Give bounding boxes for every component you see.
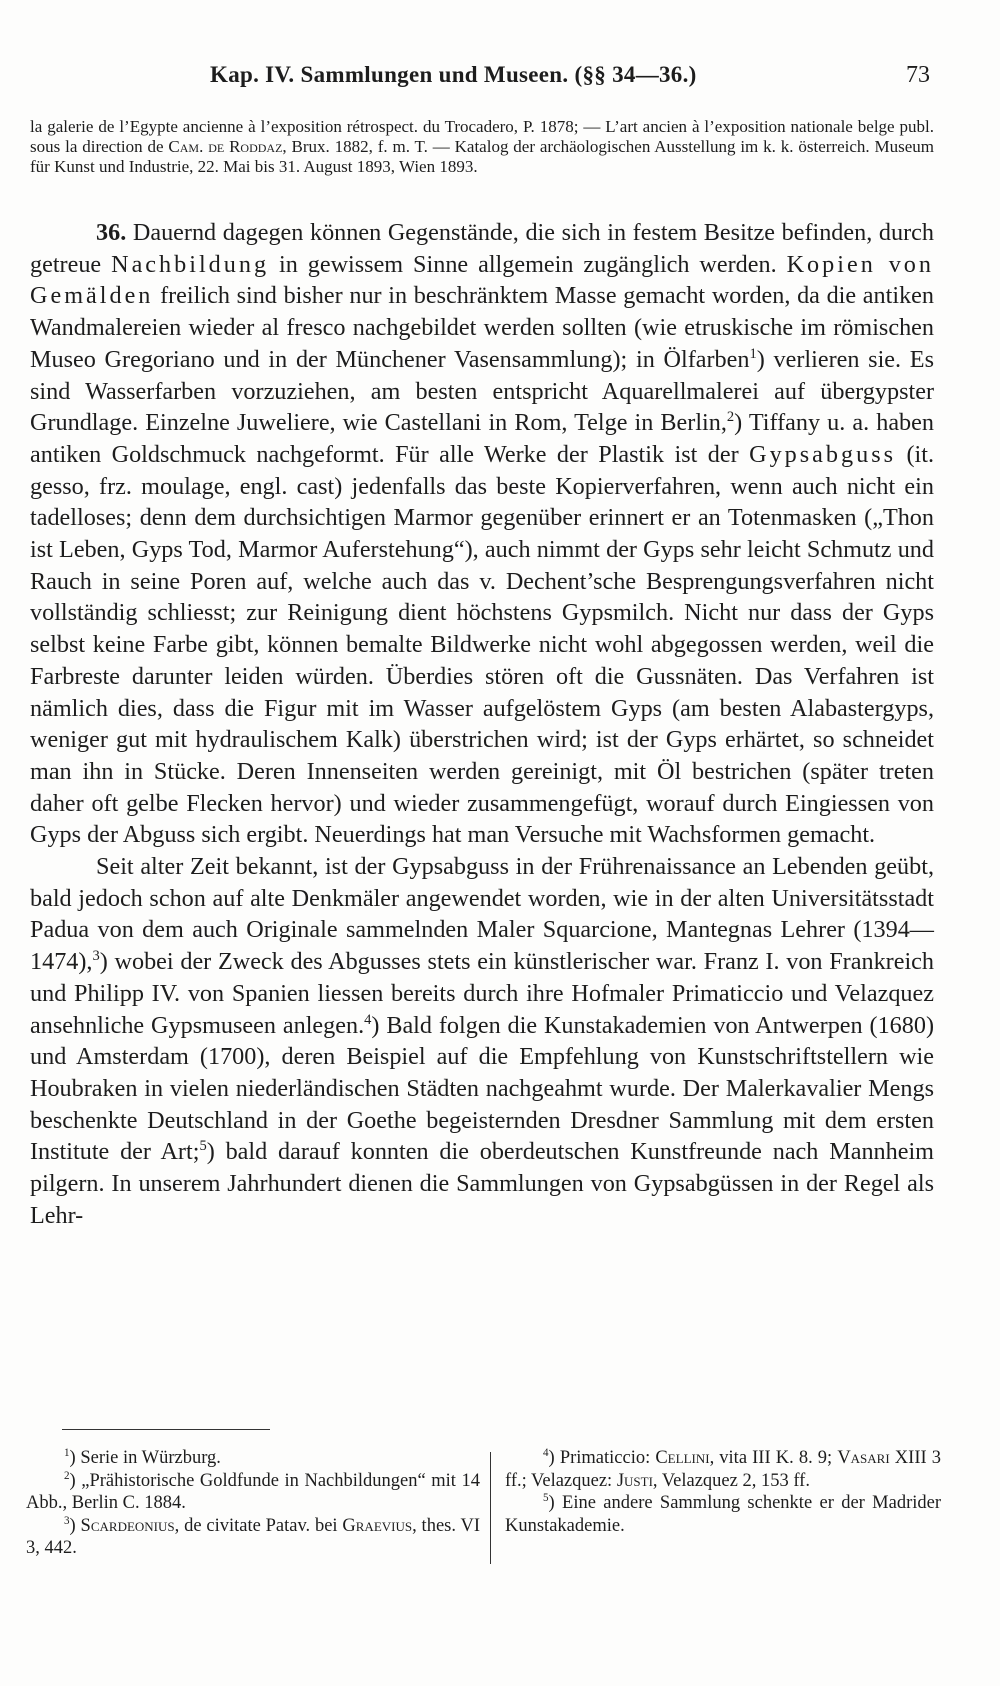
citation-text-end: , Brux. 1882, f. m. T. — Katalog der archäologischen Ausstellung im k. k. österreich. Museum für Kunst und Industrie, 22. Mai bis 31. August 1893, Wien 1893. — [30, 137, 934, 176]
footnote-3 — [26, 1515, 480, 1560]
footnote-text: XIII 3 ff.; Velazquez: — [505, 1448, 941, 1491]
footnotes-left-column — [26, 1447, 480, 1560]
text-run: ) wobei der Zweck des Abgusses stets ein künstlerischer war. Franz I. von Frankreich und Philipp IV. von Spanien liessen bereits durch ihre Hofmaler Primaticcio und Velazquez ansehnliche Gypsmuseen anlegen. — [30, 948, 934, 1039]
footnote-text: , Velazquez 2, 153 ff. — [652, 1470, 810, 1491]
footnote-text: ) Eine andere Sammlung schenkte er der Madrider Kunstakademie. — [505, 1493, 941, 1536]
paragraph-2 — [30, 851, 934, 1231]
footnote-ref: 2 — [726, 409, 735, 426]
footnote-text: ) „Prähistorische Goldfunde in Nachbildungen“ mit 14 Abb., Berlin C. 1884. — [26, 1470, 480, 1513]
section-number: 36. — [96, 219, 127, 246]
citation-author: Cam. de Roddaz — [168, 137, 283, 156]
footnote-mark: 2 — [64, 1469, 70, 1482]
section-36-paragraph — [30, 217, 934, 851]
text-run: ) verlieren sie. Es sind Wasserfarben vorzuziehen, am besten entspricht Aquarellmalerei auf übergypster Grundlage. Einzelne Juweliere, wie Castellani in Rom, Telge in Berlin, — [30, 345, 934, 437]
footnote-author: Cellini — [655, 1448, 710, 1468]
spaced-term: Nachbildung — [111, 250, 270, 278]
footnote-author: Scardeonius — [80, 1515, 175, 1536]
footnote-5 — [505, 1492, 941, 1537]
footnote-column-divider — [490, 1452, 491, 1564]
footnote-mark: 3 — [64, 1514, 70, 1527]
footnote-ref: 4 — [364, 1011, 372, 1028]
main-text — [30, 217, 934, 1232]
footnote-ref: 1 — [749, 345, 757, 362]
footnote-ref: 3 — [92, 948, 100, 965]
footnote-author: Justi — [616, 1470, 653, 1491]
footnote-4 — [505, 1447, 941, 1492]
footnote-text: , thes. VI 3, 442. — [26, 1515, 480, 1558]
page-number: 73 — [906, 62, 930, 88]
running-header — [210, 62, 930, 96]
text-run: in gewissem Sinne allgemein zugänglich werden. — [269, 250, 787, 278]
text-run: (it. gesso, frz. moulage, engl. cast) jedenfalls das beste Kopierverfahren, wenn auch nicht ein tadelloses; denn dem durchsichtigen Marmor gegenüber erinnert er an Totenmasken („Thon ist Leben, Gyps Tod, Marmor Auferstehung“), auch nimmt der Gyps sehr leicht Schmutz und Rauch in seine Poren auf, welche auch das v. Dechent’sche Besprengungsverfahren nicht vollständig schliesst; zur Reinigung dient höchstens Gypsmilch. Nicht nur dass der Gyps selbst keine Farbe gibt, können bemalte Bildwerke nicht wohl abgegossen werden, weil die Farbreste darunter leiden würden. Überdies stören oft die Gussnäten. Das Verfahren ist nämlich dies, dass die Figur mit im Wasser aufgelöstem Gyps (am besten Alabastergyps, weniger gut mit hydraulischem Kalk) überstrichen wird; ist der Gyps erhärtet, so schneidet man ihn in Stücke. Deren Innenseiten werden gereinigt, mit Öl bestrichen (später treten daher oft gelbe Flecken hervor) und wieder zusammengefügt, worauf durch Eingiessen von Gyps der Abguss sich ergibt. Neuerdings hat man Versuche mit Wachsformen gemacht. — [30, 440, 934, 849]
footnote-mark: 5 — [543, 1491, 549, 1504]
citation-paragraph — [30, 117, 934, 177]
citation-text: la galerie de l’Egypte ancienne à l’exposition rétrospect. du Trocadero, P. 1878; — L’art ancien à l’exposition nationale belge publ. sous la direction de — [30, 117, 934, 156]
spaced-term: Kopien von Gemälden — [30, 250, 934, 310]
footnote-text: ) Primaticcio: — [548, 1448, 656, 1468]
footnote-author: Graevius — [342, 1515, 413, 1536]
footnote-mark: 4 — [543, 1446, 549, 1459]
footnotes-right-column — [505, 1447, 941, 1537]
footnote-text: ) — [69, 1515, 81, 1536]
text-run: Dauernd dagegen können Gegenstände, die sich in festem Besitze befinden, durch getreue — [30, 219, 934, 278]
footnote-text: , de civitate Patav. bei — [174, 1515, 343, 1536]
footnote-ref: 5 — [199, 1138, 207, 1155]
footnote-text: , vita III K. 8. 9; — [709, 1448, 838, 1468]
text-run: ) bald darauf konnten die oberdeutschen Kunstfreunde nach Mannheim pilgern. In unserem Jahrhundert dienen die Sammlungen von Gypsabgüssen in der Regel als Lehr- — [30, 1138, 934, 1229]
footnote-rule — [62, 1429, 270, 1430]
footnote-mark: 1 — [64, 1446, 70, 1459]
text-run: ) Tiffany u. a. haben antiken Goldschmuck nachgeformt. Für alle Werke der Plastik ist der — [30, 409, 934, 468]
footnote-2 — [26, 1470, 480, 1515]
text-run: ) Bald folgen die Kunstakademien von Antwerpen (1680) und Amsterdam (1700), deren Beispiel auf die Empfehlung von Kunstschriftstellern wie Houbraken in vielen niederländischen Städten nachgeahmt wurde. Der Malerkavalier Mengs beschenkte Deutschland in der Goethe begeisternden Dresdner Sammlung mit dem ersten Institute der Art; — [30, 1011, 934, 1166]
chapter-title: Kap. IV. Sammlungen und Museen. (§§ 34—36.) — [210, 62, 697, 87]
spaced-term: Gypsabguss — [749, 440, 897, 468]
intro-citation — [30, 117, 934, 177]
text-run: Seit alter Zeit bekannt, ist der Gypsabguss in der Frührenaissance an Lebenden geübt, bald jedoch schon auf alte Denkmäler angewendet worden, wie in der alten Universitätsstadt Padua von dem auch Originale sammelnden Maler Squarcione, Mantegnas Lehrer (1394—1474), — [30, 853, 934, 976]
footnote-text: ) Serie in Würzburg. — [69, 1448, 221, 1468]
footnote-1 — [26, 1447, 480, 1470]
footnote-author: Vasari — [837, 1448, 890, 1468]
text-run: freilich sind bisher nur in beschränktem Masse gemacht worden, da die antiken Wandmalereien wieder al fresco nachgebildet werden sollten (wie etruskische im römischen Museo Gregoriano und in der Münchener Vasensammlung); in Ölfarben — [30, 282, 934, 373]
